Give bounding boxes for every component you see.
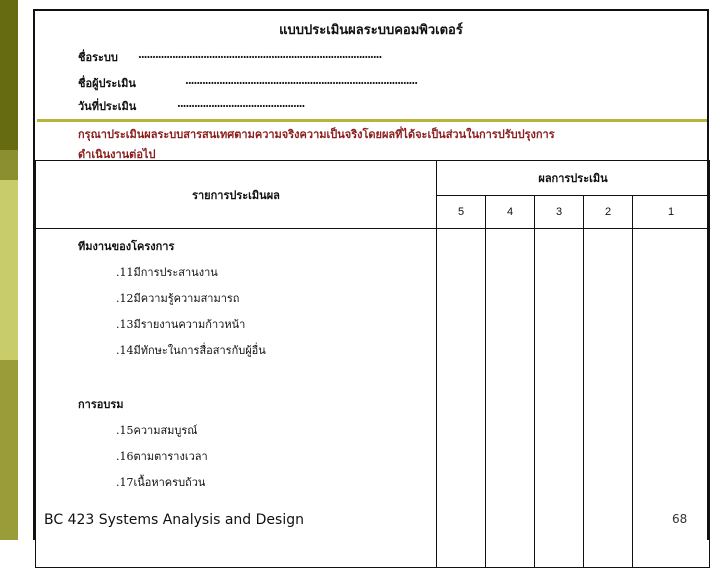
intro-text-line1: กรุณาประเมินผลระบบสารสนเทศตามความจริงความเป็นจริงโดยผลที่ได้จะเป็นส่วนในการปรับปรุงการ [78,128,555,141]
criteria-item: .11มีการประสานงาน [116,266,218,279]
criteria-header [36,161,437,229]
score-2-cell[interactable] [584,229,633,568]
criteria-item: .17เนื้อหาครบถ้วน [116,476,206,489]
category-training: การอบรม [78,398,124,411]
criteria-item: .14มีทักษะในการสื่อสารกับผู้อื่น [116,344,266,357]
separator-line [37,119,707,122]
sidebar-band [0,180,18,360]
evaluator-field[interactable]: .................................................................................. [185,74,418,87]
result-header-label: ผลการประเมิน [538,172,608,185]
course-footer: BC 423 Systems Analysis and Design [44,512,304,528]
form-title: แบบประเมินผลระบบคอมพิวเตอร์ [279,23,463,38]
score-3-header: 3 [535,196,584,229]
result-header [437,161,710,196]
intro-text-line2: ดำเนินงานต่อไป [78,148,156,161]
criteria-header-label: รายการประเมินผล [192,188,280,202]
page-number: 68 [672,512,688,526]
sidebar-band [0,150,18,180]
score-5-cell[interactable] [437,229,486,568]
sidebar-band [0,0,18,150]
evaluator-label: ชื่อผู้ประเมิน [78,77,136,90]
category-team: ทีมงานของโครงการ [78,240,175,253]
criteria-item: .13มีรายงานความก้าวหน้า [116,318,246,331]
criteria-item: .15ความสมบูรณ์ [116,424,198,437]
evaluation-table [35,160,710,568]
score-5-header: 5 [437,196,486,229]
score-3-cell[interactable] [535,229,584,568]
criteria-item: .12มีความรู้ความสามารถ [116,292,240,305]
score-2-header: 2 [584,196,633,229]
criteria-item: .16ตามตารางเวลา [116,450,208,463]
date-field[interactable]: ............................................. [177,97,305,110]
score-1-header: 1 [633,196,710,229]
sidebar-band [0,360,18,540]
score-4-cell[interactable] [486,229,535,568]
sidebar-decoration [0,0,18,540]
system-name-label: ชื่อระบบ [78,51,118,64]
date-label: วันที่ประเมิน [78,100,137,113]
score-4-header: 4 [486,196,535,229]
system-name-field[interactable]: ...................................................................................... [138,48,382,61]
